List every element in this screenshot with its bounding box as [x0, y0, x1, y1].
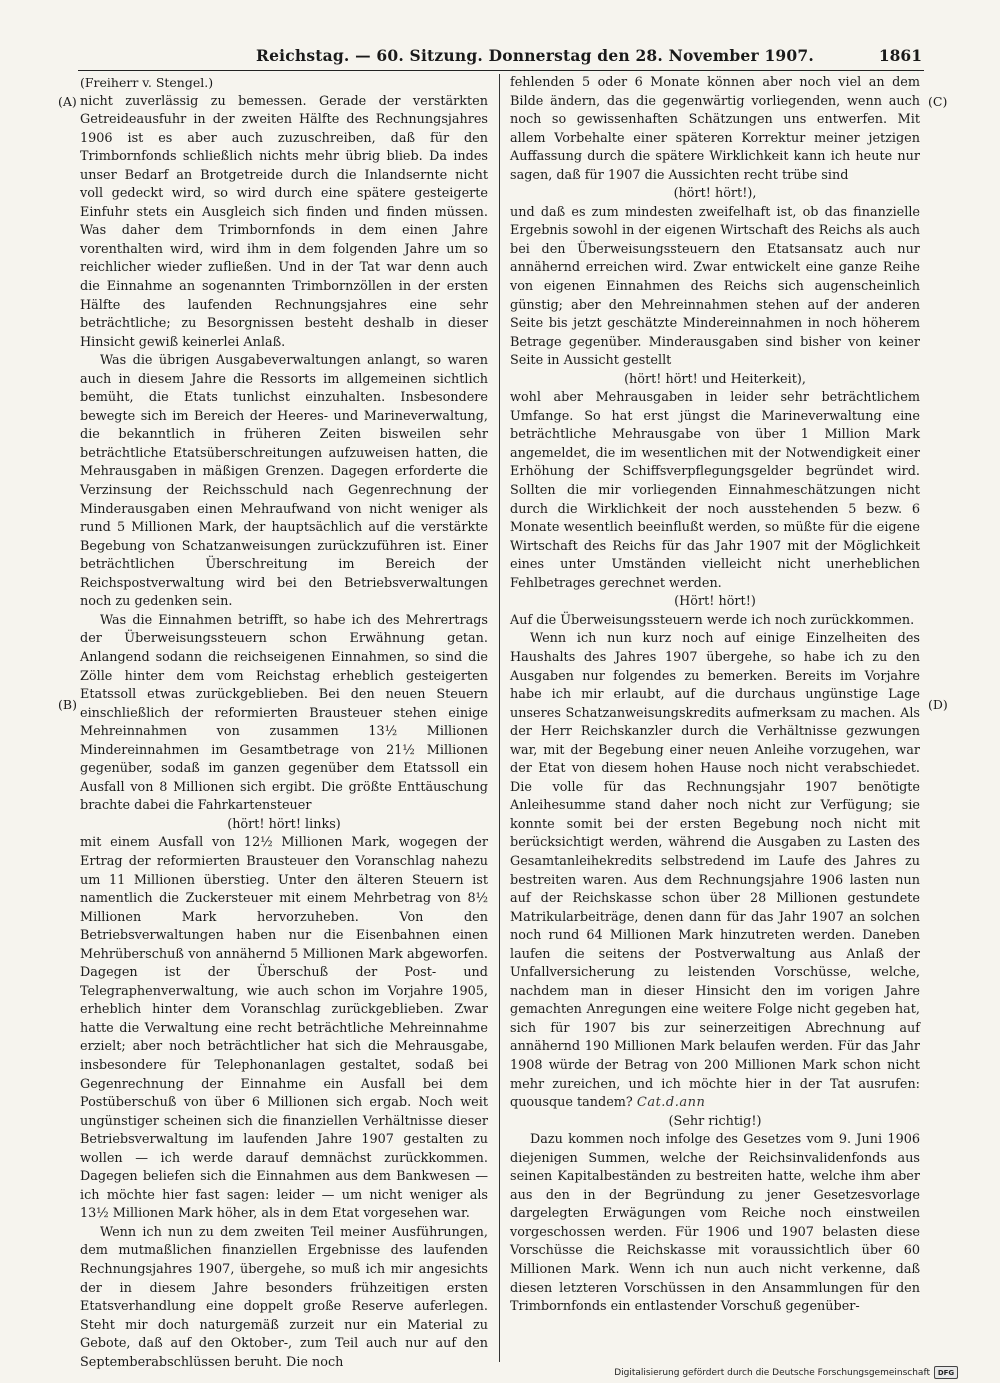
margin-letter-a: (A) — [58, 94, 77, 109]
speaker-label: (Freiherr v. Stengel.) — [80, 75, 214, 90]
paragraph: mit einem Ausfall von 12½ Millionen Mark, wogegen der Ertrag der reformierten Brausteuer den Voranschlag nahezu um 11 Millionen überstieg. Unter den älteren Steuern ist namentlich die Zuckersteuer mit einem Mehrbetrag von 8½ Millionen Mark hervorzuheben. Von den Betriebsverwaltungen haben nur die Eisenbahnen einen Mehrüberschuß von annähernd 5 Millionen Mark abgeworfen. Dagegen ist der Überschuß der Post- und Telegraphenverwaltung, wie auch schon im Vorjahre 1905, erheblich hinter dem Voranschlag zurückgeblieben. Zwar hatte die Verwaltung eine recht beträchtliche Mehreinnahme erzielt; aber noch beträchtlicher hat sich die Mehrausgabe, insbesondere für Telephonanlagen gestaltet, sodaß bei Gegenrechnung der Einnahme ein Ausfall bei dem Postüberschuß von über 6 Millionen sich ergab. Noch weit ungünstiger scheinen sich die finanziellen Verhältnisse dieser Betriebsverwaltung im laufenden Jahre 1907 gestalten zu wollen — ich werde darauf demnächst zurückkommen. Dagegen beliefen sich die Einnahmen aus dem Bankwesen — ich möchte hier fast sagen: leider — um nicht weniger als 13½ Millionen Mark höher, als in dem Etat vorgesehen war. — [80, 835, 488, 1222]
paragraph: Was die Einnahmen betrifft, so habe ich des Mehrertrags der Überweisungssteuern schon Erwähnung getan. Anlangend sodann die reichseigenen Einnahmen, so sind die Zölle hinter dem vom Reichstag erheblich gesteigerten Etatssoll etwas zurückgeblieben. Bei den neuen Steuern einschließlich der reformierten Brausteuer stehen einige Mehreinnahmen von zusammen 13½ Millionen Mindereinnahmen im Gesamtbetrage von 21½ Millionen gegenüber, sodaß im ganzen gegenüber dem Etatssoll ein Ausfall von 8 Millionen sich ergibt. Die größte Enttäuschung brachte dabei die Fahrkartensteuer — [80, 612, 488, 814]
paragraph: Was die übrigen Ausgabeverwaltungen anlangt, so waren auch in diesem Jahre die Ressorts im allgemeinen sichtlich bemüht, die Etats tunlichst einzuhalten. Insbesondere bewegte sich im Bereich der Heeres- und Marineverwaltung, die bekanntlich in früheren Zeiten bisweilen sehr beträchtliche Etatsüberschreitungen aufzuweisen hatten, die Mehrausgaben in mäßigen Grenzen. Dagegen erforderte die Verzinsung der Reichsschuld nach Gegenrechnung der Minderausgaben einen Mehraufwand von nicht weniger als rund 5 Millionen Mark, der hauptsächlich auf die verstärkte Begebung von Schatzanweisungen zurückzuführen ist. Einer beträchtlichen Überschreitung im Bereich der Reichspostverwaltung wird bei den Betriebsverwaltungen noch zu gedenken sein. — [80, 353, 488, 610]
page-number: 1861 — [878, 46, 922, 65]
paragraph: wohl aber Mehrausgaben in leider sehr beträchtlichem Umfange. So hat erst jüngst die Marineverwaltung eine beträchtliche Mehrausgabe von über 1 Million Mark angemeldet, die im wesentlichen mit der Notwendigkeit einer Erhöhung der Schiffsverpflegungsgelder begründet wird. Sollten die mir vorliegenden Einnahmeschätzungen nicht durch die Wirklichkeit der noch ausstehenden 5 bezw. 6 Monate wesentlich beeinflußt werden, so müßte für die eigene Wirtschaft des Reichs für das Jahr 1907 mit der Möglichkeit eines unter Umständen vielleicht nicht unerheblichen Fehlbetrages gerechnet werden. — [510, 390, 920, 591]
page-footer — [614, 1366, 958, 1379]
margin-letter-c: (C) — [928, 94, 948, 109]
handwritten-note: Cat.d.ann — [636, 1095, 706, 1111]
paragraph: Wenn ich nun zu dem zweiten Teil meiner Ausführungen, dem mutmaßlichen finanziellen Ergebnisse des laufenden Rechnungsjahres 1907, übergehe, so muß ich mir angesichts der in diesem Jahre besonders frühzeitigen ersten Etatsverhandlung eine doppelt große Reserve auferlegen. Steht mir doch naturgemäß zurzeit nur ein Material zu Gebote, daß auf den Oktober-, zum Teil auch nur auf den Septemberabschlüssen beruht. Die noch — [80, 1224, 488, 1370]
footer-text: Digitalisierung gefördert durch die Deutsche Forschungsgemeinschaft — [614, 1367, 930, 1378]
paragraph: Dazu kommen noch infolge des Gesetzes vom 9. Juni 1906 diejenigen Summen, welche der Reichsinvalidenfonds aus seinen Kapitalbeständen zu bestreiten hatte, welche ihm aber aus den in der Begründung zu jener Gesetzesvorlage dargelegten Erwägungen vom Reiche noch einstweilen vorgeschossen werden. Für 1906 und 1907 belasten diese Vorschüsse die Reichskasse mit voraussichtlich über 60 Millionen Mark. Wenn ich nun auch nicht verkenne, daß diesen letzteren Vorschüssen in den Ansammlungen für den Trimbornfonds ein entlastender Vorschuß gegenüber- — [510, 1132, 920, 1315]
header-title: Reichstag. — 60. Sitzung. Donnerstag den 28. November 1907. — [256, 46, 814, 65]
paragraph-text: Wenn ich nun kurz noch auf einige Einzelheiten des Haushalts des Jahres 1907 übergehe, so habe ich zu den Ausgaben nur folgendes zu bemerken. Bereits im Vorjahre habe ich mir erlaubt, auf die durchaus ungünstige Lage unseres Schatzanweisungskredits aufmerksam zu machen. Als der Herr Reichskanzler durch die Verhältnisse gezwungen war, mit der Begebung einer neuen Anleihe vorzugehen, war der Etat von diesem hohen Hause noch nicht verabschiedet. Die volle für das Rechnungsjahr 1907 benötigte Anleihesumme stand daher noch nicht zur Verfügung; sie konnte somit bei der ersten Begebung noch nicht mit berücksichtigt werden, während die Ausgaben zu Lasten des Gesamtanleihekredits selbstredend im Laufe des Jahres zu bestreiten waren. Aus dem Rechnungsjahre 1906 lasten nun auf der Reichskasse schon über 28 Millionen gestundete Matrikularbeiträge, denen dann für das Jahr 1907 an solchen noch rund 64 Millionen Mark hinzutreten werden. Daneben laufen die seitens der Postverwaltung aus Anlaß der Unfallversicherung zu leistenden Vorschüsse, welche, nachdem man in dieser Hinsicht den im vorigen Jahre gemachten Anregungen eine weitere Folge nicht gegeben hat, sich für 1907 bis zur seinerzeitigen Abrechnung auf annähernd 190 Millionen Mark belaufen werden. Für das Jahr 1908 würde der Betrag von 200 Millionen Mark schon nicht mehr zureichen, und ich möchte hier in der Tat ausrufen: quousque tandem? — [510, 631, 920, 1111]
paragraph: Auf die Überweisungssteuern werde ich noch zurückkommen. — [510, 612, 915, 628]
page-header — [78, 44, 924, 66]
interjection: (hört! hört!), — [673, 186, 757, 202]
paragraph: und daß es zum mindesten zweifelhaft ist, ob das finanzielle Ergebnis sowohl in der eigenen Wirtschaft des Reichs als auch bei den Überweisungssteuern den Etatsansatz auch nur annähernd erreichen wird. Zwar entwickelt eine ganze Reihe von eigenen Einnahmen des Reichs sich augenscheinlich günstig; aber den Mehreinnahmen stehen auf der anderen Seite bis jetzt geschätzte Mindereinnahmen in noch höherem Betrage gegenüber. Minderausgaben sind bisher von keiner Seite in Aussicht gestellt — [510, 204, 920, 369]
margin-letter-b: (B) — [58, 697, 77, 712]
paragraph — [510, 630, 920, 1112]
interjection: (hört! hört! links) — [227, 816, 341, 832]
interjection: (Hört! hört!) — [674, 594, 756, 610]
paragraph: fehlenden 5 oder 6 Monate können aber noch viel an dem Bilde ändern, das die gegenwärtig vorliegenden, wenn auch noch so gewissenhaften Schätzungen uns entwerfen. Mit allem Vorbehalte einer späteren Korrektur meiner jetzigen Auffassung durch die spätere Wirklichkeit kann ich heute nur sagen, daß für 1907 die Aussichten recht trübe sind — [510, 75, 920, 183]
header-rule — [78, 70, 924, 71]
paragraph: nicht zuverlässig zu bemessen. Gerade der verstärkten Getreideausfuhr in der zweiten Hälfte des Rechnungsjahres 1906 ist es aber auch zuzuschreiben, daß für den Trimbornfonds schließlich nichts mehr übrig blieb. Da indes unser Bedarf an Brotgetreide durch die Inlandsernte nicht voll gedeckt wird, so wird durch eine spätere gesteigerte Einfuhr stets ein Ausgleich sich finden und finden müssen. Was daher dem Trimbornfonds in dem einen Jahre vorenthalten wird, wird ihm in dem folgenden Jahre um so reichlicher wieder zufließen. Und in der Tat war denn auch die Einnahme an sogenannten Trimbornzöllen in der ersten Hälfte des laufenden Rechnungsjahres eine sehr beträchtliche; zu Besorgnissen besteht deshalb in dieser Hinsicht gewiß keinerlei Anlaß. — [80, 93, 488, 350]
right-column — [510, 74, 920, 1317]
left-column — [80, 74, 488, 1372]
dfg-logo: DFG — [934, 1366, 958, 1379]
interjection: (Sehr richtig!) — [668, 1113, 762, 1129]
interjection: (hört! hört! und Heiterkeit), — [624, 371, 806, 387]
margin-letter-d: (D) — [928, 697, 948, 712]
column-divider — [499, 74, 500, 1362]
